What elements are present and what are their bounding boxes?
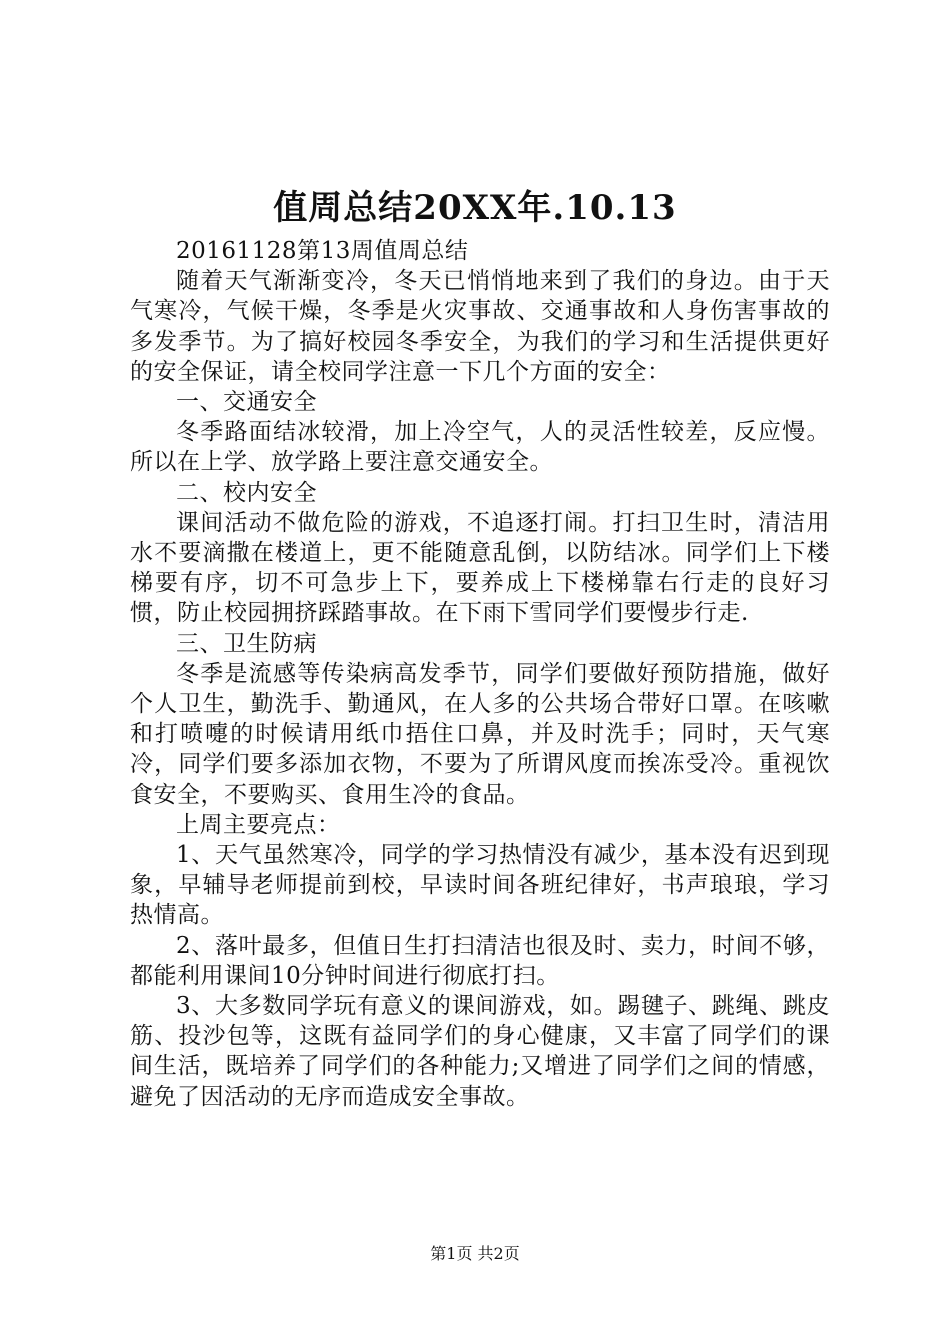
highlight-item-3: 3、大多数同学玩有意义的课间游戏，如。踢毽子、跳绳、跳皮筋、投沙包等，这既有益同学们的身心健康，又丰富了同学们的课间生活，既培养了同学们的各种能力;又增进了同学们之间的情感，避免了因活动的无序而造成安全事故。 [130,993,830,1110]
document-title: 值周总结20XX年.10.13 [273,188,677,228]
highlight-item-1: 1、天气虽然寒冷，同学的学习热情没有减少，基本没有迟到现象，早辅导老师提前到校，早读时间各班纪律好，书声琅琅，学习热情高。 [130,842,830,929]
document-body [130,236,830,1112]
paragraph-campus-safety: 课间活动不做危险的游戏，不追逐打闹。打扫卫生时，清洁用水不要滴撒在楼道上，更不能随意乱倒，以防结冰。同学们上下楼梯要有序，切不可急步上下，要养成上下楼梯靠右行走的良好习惯，防止校园拥挤踩踏事故。在下雨下雪同学们要慢步行走. [130,509,830,627]
heading-health: 三、卫生防病 [176,630,317,657]
paragraph-health: 冬季是流感等传染病高发季节，同学们要做好预防措施，做好个人卫生，勤洗手、勤通风，在人多的公共场合带好口罩。在咳嗽和打喷嚏的时候请用纸巾捂住口鼻，并及时洗手；同时，天气寒冷，同学们要多添加衣物，不要为了所谓风度而挨冻受冷。重视饮食安全，不要购买、食用生冷的食品。 [130,660,830,808]
paragraph-intro: 随着天气渐渐变冷，冬天已悄悄地来到了我们的身边。由于天气寒冷，气候干燥，冬季是火灾事故、交通事故和人身伤害事故的多发季节。为了搞好校园冬季安全，为我们的学习和生活提供更好的安全保证，请全校同学注意一下几个方面的安全： [130,268,830,385]
highlight-item-2: 2、落叶最多，但值日生打扫清洁也很及时、卖力，时间不够，都能利用课间10分钟时间进行彻底打扫。 [130,932,830,989]
page-number-footer: 第1页 共2页 [430,1244,520,1263]
heading-campus-safety: 二、校内安全 [176,479,317,506]
paragraph-traffic-safety: 冬季路面结冰较滑，加上冷空气，人的灵活性较差，反应慢。所以在上学、放学路上要注意交通安全。 [130,419,830,476]
document-subtitle: 20161128第13周值周总结 [176,238,469,264]
heading-traffic-safety: 一、交通安全 [176,389,317,416]
heading-highlights: 上周主要亮点： [176,811,341,838]
